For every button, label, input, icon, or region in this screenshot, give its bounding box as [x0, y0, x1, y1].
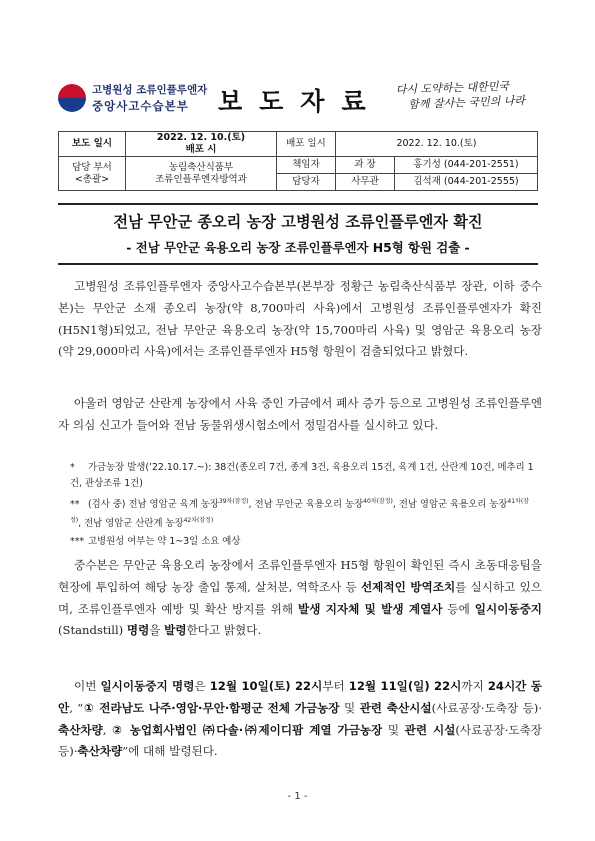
- org-name-line2: 중앙사고수습본부: [92, 99, 189, 113]
- release-time-value: [126, 132, 277, 157]
- footnote-2-mark: **: [70, 499, 80, 511]
- footnote-3: [70, 534, 540, 550]
- emphasis-vehicles-2: 축산차량: [77, 744, 123, 759]
- body-paragraph-2: [58, 393, 542, 437]
- emphasis-related-facilities: 관련 축산시설: [359, 700, 432, 715]
- staff-person: 김석재 (044-201-2555): [395, 174, 538, 191]
- paragraph-3-text: 중수본은 무안군 육용오리 농장에서 조류인플루엔자 H5형 항원이 확인된 즉시 초동대응팀을 현장에 투입하여 해당 농장 출입 통제, 살처분, 역학조사 등 선제적인 방역조치를 실시하고 있으며, 조류인플루엔자 예방 및 확산 방지를 위해 발생 지자체 및 발생 계열사 등에 일시이동중지 (Standstill) 명령을 발령한다고 밝혔다.: [58, 558, 542, 638]
- paragraph-1-text: 고병원성 조류인플루엔자 중앙사고수습본부(본부장 정황근 농림축산식품부 장관, 이하 중수본)는 무안군 소재 종오리 농장(약 8,700마리 사육)에서 고병원성 조류인플루엔자가 확진(H5N1형)되었고, 전남 무안군 육용오리 농장(약 15,700마리 사육) 및 영암군 육용오리 농장(약 29,000마리 사육)에서는 조류인플루엔자 H5형 항원이 검출되었다고 밝혔다.: [58, 279, 543, 359]
- responsible-label: 책임자: [277, 157, 336, 174]
- emphasis-vehicles: 축산차량: [58, 722, 103, 737]
- release-date: 2022. 12. 10.(토): [156, 132, 246, 143]
- responsible-title: 과 장: [336, 157, 395, 174]
- slogan-line1: 다시 도약하는 대한민국: [395, 79, 510, 97]
- headline-subtitle: - 전남 무안군 육용오리 농장 조류인플루엔자 H5형 항원 검출 -: [126, 240, 470, 255]
- taegeuk-emblem-icon: [58, 84, 86, 112]
- emphasis-issued: 발령: [164, 623, 187, 638]
- footnote-2-part-a: (검사 중) 전남 영암군 육계 농장: [88, 499, 219, 511]
- slogan-line2: 함께 잘사는 국민의 나라: [408, 94, 526, 112]
- body-paragraph-3: [58, 555, 542, 642]
- emphasis-target-2: ② 농업회사법인 ㈜다솔·㈜제이디팜 계열 가금농장: [112, 722, 383, 737]
- footnote-2-sup-4: 42차(잠정): [183, 517, 214, 525]
- footnotes: [70, 460, 540, 550]
- footnote-3-mark: ***: [70, 536, 85, 548]
- responsible-person: 홍기성 (044-201-2551): [395, 157, 538, 174]
- footnote-3-text: 고병원성 여부는 약 1~3일 소요 예상: [88, 536, 241, 548]
- paragraph-2-text: 아울러 영암군 산란계 농장에서 사육 중인 가금에서 폐사 증가 등으로 고병원성 조류인플루엔자 의심 신고가 들어와 전남 동물위생시험소에서 정밀검사를 실시하고 있다.: [58, 396, 542, 432]
- headline-box: [58, 203, 538, 265]
- emphasis-start-time: 12월 10일(토) 22시: [209, 679, 323, 693]
- footnote-2-part-d: , 전남 영암군 산란계 농장: [78, 518, 184, 530]
- release-note: 배포 시: [185, 144, 217, 155]
- emphasis-order: 명령: [126, 623, 150, 638]
- release-time-label: 보도 일시: [59, 132, 126, 157]
- distribute-time-label: 배포 일시: [277, 132, 336, 157]
- staff-title: 사무관: [336, 174, 395, 191]
- staff-label: 담당자: [277, 174, 336, 191]
- press-header: [58, 74, 538, 130]
- footnote-2-sup-2: 40차(잠정): [363, 498, 393, 505]
- emphasis-standstill-order: 일시이동중지 명령: [100, 679, 195, 693]
- footnote-2-sup-1: 39차(잠정): [218, 498, 249, 505]
- document-title: 보도자료: [218, 87, 383, 116]
- emphasis-standstill: 일시이동중지: [474, 601, 542, 616]
- page-number: - 1 -: [287, 791, 308, 802]
- footnote-2-sup-3: 41차(잠정): [70, 498, 529, 525]
- department-label-line2: <총괄>: [74, 173, 110, 185]
- body-paragraph-4: [58, 676, 542, 763]
- government-slogan: [396, 77, 542, 112]
- body-paragraph-1: [58, 276, 542, 363]
- department-value: [126, 157, 277, 191]
- emphasis-target-1: ① 전라남도 나주·영암·무안·함평군 전체 가금농장: [83, 700, 340, 715]
- footnote-1: [70, 460, 540, 492]
- department-division: 조류인플루엔자방역과: [155, 173, 247, 185]
- org-name-line1: 고병원성 조류인플루엔자: [92, 84, 208, 96]
- footnote-1-text: 가금농장 발생(’22.10.17.~): 38건(종오리 7건, 종계 3건, 육용오리 15건, 육계 1건, 산란계 10건, 메추리 1건, 관상조류 1건): [70, 462, 534, 489]
- department-ministry: 농림축산식품부: [168, 161, 234, 173]
- emphasis-end-time: 12월 11일(일) 22시: [348, 679, 462, 693]
- distribute-time-value: 2022. 12. 10.(토): [336, 132, 538, 157]
- emphasis-preemptive-measures: 선제적인 방역조치: [360, 579, 456, 594]
- emphasis-related-facilities-2: 관련 시설: [404, 722, 456, 737]
- emphasis-affected-regions: 발생 지자체 및 발생 계열사: [298, 601, 443, 616]
- department-label: [59, 157, 126, 191]
- footnote-2-part-b: , 전남 무안군 육용오리 농장: [248, 499, 364, 511]
- footnote-2: [70, 494, 540, 532]
- headline-title: 전남 무안군 종오리 농장 고병원성 조류인플루엔자 확진: [113, 213, 483, 231]
- footnote-2-part-c: , 전남 영암군 육용오리 농장: [392, 499, 508, 511]
- release-info-table: [58, 131, 538, 191]
- emphasis-duration: 24시간 동안: [58, 679, 542, 715]
- footnote-1-mark: *: [70, 462, 75, 473]
- paragraph-4-text: 이번 일시이동중지 명령은 12월 10일(토) 22시부터 12월 11일(일) 22시까지 24시간 동안, “① 전라남도 나주·영암·무안·함평군 전체 가금농장 및 관련 축산시설(사료공장·도축장 등)·축산차량, ② 농업회사법인 ㈜다솔·㈜제이디팜 계열 가금농장 및 관련 시설(사료공장·도축장 등)·축산차량”에 대해 발령된다.: [58, 679, 543, 759]
- department-label-line1: 담당 부서: [72, 161, 112, 173]
- ministry-logo: [58, 78, 208, 126]
